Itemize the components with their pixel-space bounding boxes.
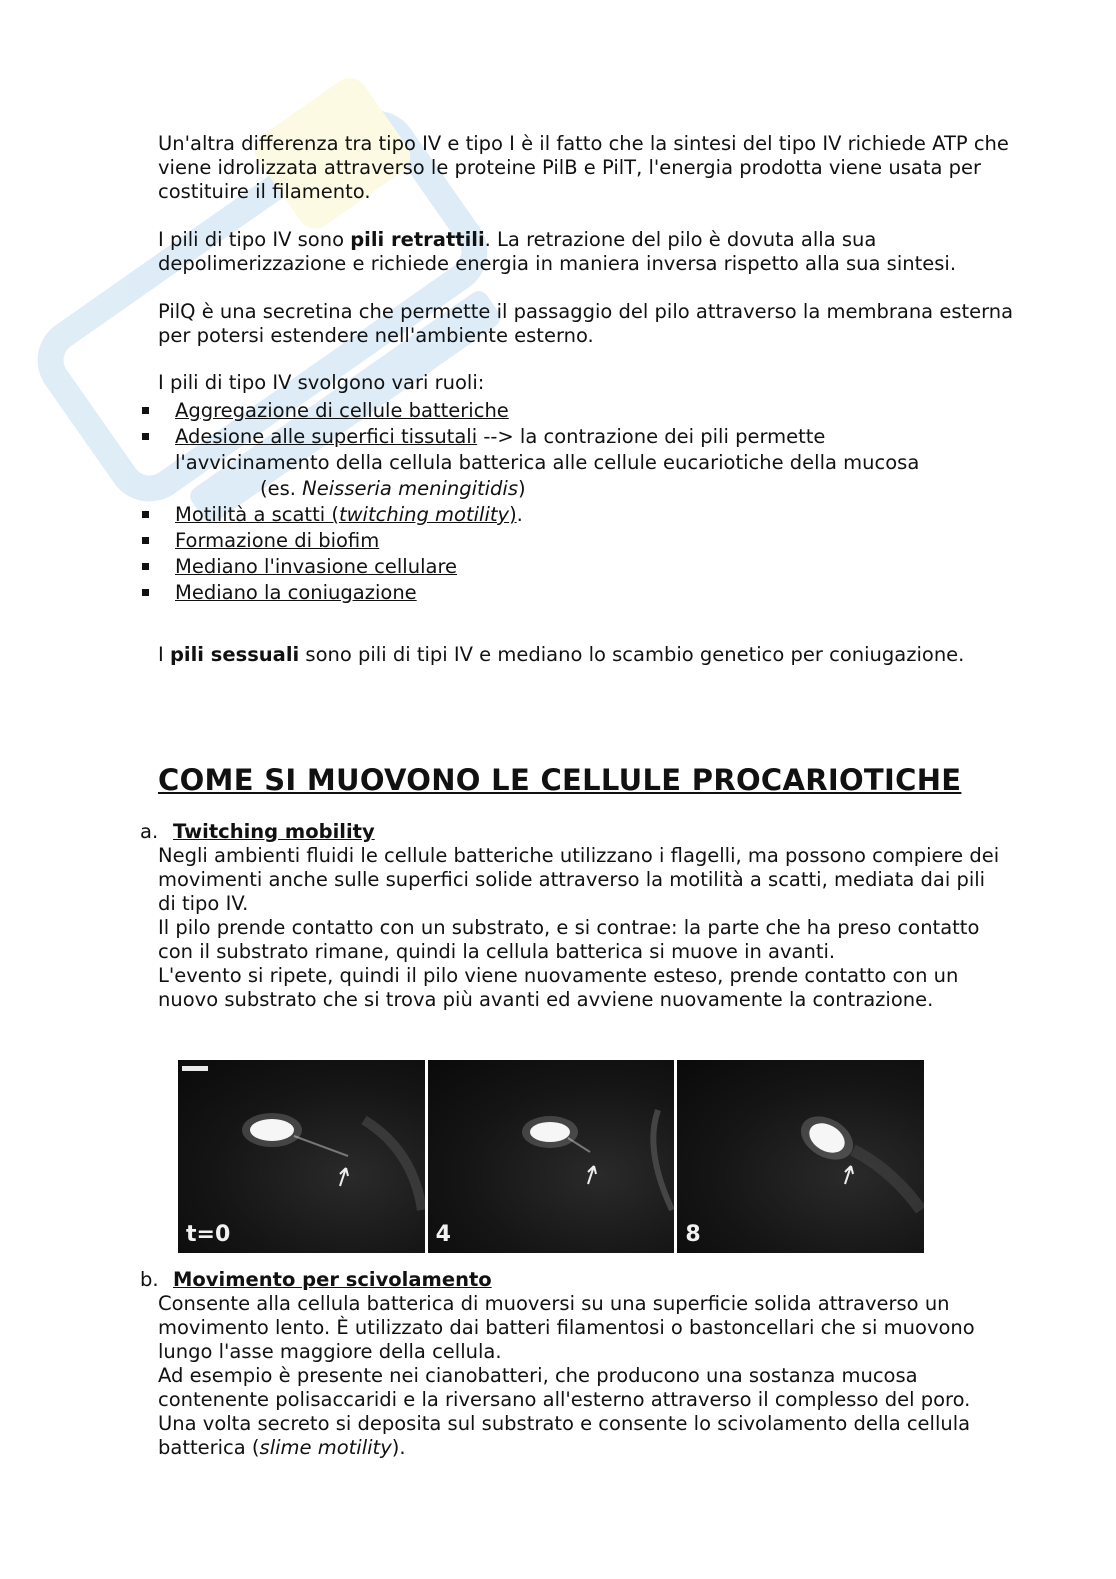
list-letter: a. [140, 820, 159, 843]
list-item [0, 502, 1000, 528]
bold-term: pili sessuali [169, 643, 300, 666]
intro-paragraph-pilq: PilQ è una secretina che permette il passaggio del pilo attraverso la membrana esterna per potersi estendere nell'ambiente esterno. [158, 300, 1014, 347]
text-run: sono pili di tipi IV e mediano lo scambio genetico per coniugazione. [299, 643, 965, 666]
figure-panel [428, 1060, 675, 1253]
italic-term: slime motility [259, 1436, 392, 1459]
subsection-b-heading [140, 1268, 492, 1292]
figure-panel [677, 1060, 924, 1253]
bullet-square-icon [142, 537, 149, 544]
list-item [0, 528, 1000, 554]
text-run: I [158, 643, 170, 666]
paragraph [158, 1364, 1008, 1460]
text-run: ) [518, 477, 526, 500]
paragraph: Negli ambienti fluidi le cellule batteriche utilizzano i flagelli, ma possono compiere dei movimenti anche sulle superfici solide attraverso la motilità a scatti, mediata dai pili di tipo IV. [158, 844, 1000, 915]
paragraph: Consente alla cellula batterica di muoversi su una superficie solida attraverso un movimento lento. È utilizzato dai batteri filamentosi o bastoncellari che si muovono lungo l'asse maggiore della cellula. [158, 1292, 975, 1363]
intro-paragraph-atp: Un'altra differenza tra tipo IV e tipo I è il fatto che la sintesi del tipo IV richiede ATP che viene idrolizzata attraverso le proteine PilB e PilT, l'energia prodotta viene usata per costituire il filamento. [158, 132, 1009, 203]
role-motilita [175, 503, 517, 526]
time-label: t=0 [186, 1222, 231, 1247]
italic-term: twitching motility [338, 503, 510, 526]
list-item [0, 554, 1000, 580]
subsection-title: Twitching mobility [173, 820, 375, 843]
species-name: Neisseria meningitidis [302, 477, 519, 500]
text-run: (es. [260, 477, 303, 500]
subsection-a-body [158, 844, 1008, 1012]
text-run: . [516, 503, 523, 526]
bullet-square-icon [142, 511, 149, 518]
roles-list [0, 398, 1000, 606]
roles-intro: I pili di tipo IV svolgono vari ruoli: [158, 371, 485, 394]
list-letter: b. [140, 1268, 159, 1291]
intro-paragraph-retrattili [158, 228, 1038, 276]
time-label: 8 [685, 1222, 701, 1247]
bullet-square-icon [142, 563, 149, 570]
list-item [0, 424, 1000, 502]
paragraph: L'evento si ripete, quindi il pilo viene nuovamente esteso, prende contatto con un nuovo substrato che si trova più avanti ed avviene nuovamente la contrazione. [158, 964, 959, 1011]
bacterium-image [677, 1060, 924, 1253]
role-adesione-detail: --> la contrazione dei pili permette l'avvicinamento della cellula batterica alle cellule eucariotiche della mucosa [175, 425, 920, 474]
role-biofilm: Formazione di biofim [175, 529, 380, 552]
bullet-square-icon [142, 407, 149, 414]
role-invasione: Mediano l'invasione cellulare [175, 555, 458, 578]
text-run: Ad esempio è presente nei cianobatteri, che producono una sostanza mucosa contenente polisaccaridi e la riversano all'esterno attraverso il complesso del poro. Una volta secreto si deposita sul substrato e consente lo scivolamento della cellula batterica ( [158, 1364, 971, 1459]
subsection-b-body [158, 1292, 1008, 1460]
sex-pili-paragraph [158, 643, 1038, 667]
text-run: I pili di tipo IV sono [158, 228, 351, 251]
role-adesione-example [175, 477, 526, 500]
time-label: 4 [435, 1222, 451, 1247]
section-heading: COME SI MUOVONO LE CELLULE PROCARIOTICHE [158, 763, 962, 797]
bold-term: pili retrattili [350, 228, 485, 251]
role-coniugazione: Mediano la coniugazione [175, 581, 417, 604]
bullet-square-icon [142, 433, 149, 440]
subsection-a-heading [140, 820, 375, 844]
list-item [0, 580, 1000, 606]
bacterium-image [428, 1060, 675, 1253]
subsection-title: Movimento per scivolamento [173, 1268, 492, 1291]
twitching-figure [178, 1060, 924, 1253]
figure-panel [178, 1060, 425, 1253]
role-aggregazione: Aggregazione di cellule batteriche [175, 399, 509, 422]
text-run: ) [509, 503, 517, 526]
bullet-square-icon [142, 589, 149, 596]
paragraph: Il pilo prende contatto con un substrato, e si contrae: la parte che ha preso contatto con il substrato rimane, quindi la cellula batterica si muove in avanti. [158, 916, 980, 963]
list-item [0, 398, 1000, 424]
text-run: Motilità a scatti ( [175, 503, 339, 526]
text-run: . La retrazione del pilo è dovuta alla sua depolimerizzazione e richiede energia in maniera inversa rispetto alla sua sintesi. [158, 228, 957, 275]
role-adesione: Adesione alle superfici tissutali [175, 425, 478, 448]
text-run: ). [391, 1436, 406, 1459]
